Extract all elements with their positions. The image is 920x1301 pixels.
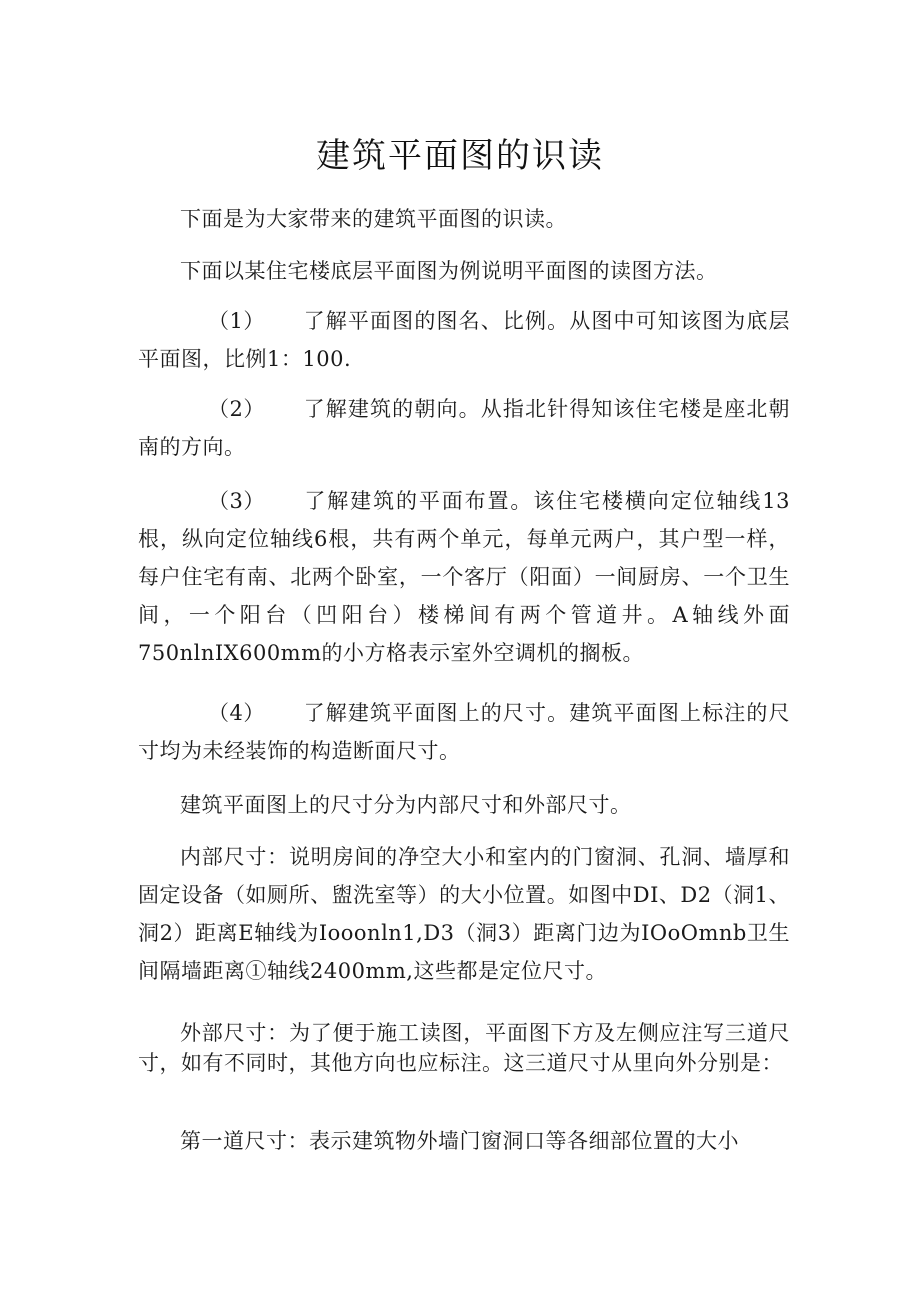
item-number: （4） [208, 701, 265, 725]
paragraph-dimensions: 建筑平面图上的尺寸分为内部尺寸和外部尺寸。 [180, 793, 632, 817]
item-text: 了解平面图的图名、比例。从图中可知该图为底层平面图，比例1：100. [138, 309, 790, 371]
paragraph-item-2 [138, 390, 790, 466]
item-number: （3） [208, 489, 265, 513]
item-number: （2） [208, 397, 265, 421]
item-text: 了解建筑平面图上的尺寸。建筑平面图上标注的尺寸均为未经装饰的构造断面尺寸。 [138, 701, 790, 763]
paragraph-internal-dimensions: 内部尺寸：说明房间的净空大小和室内的门窗洞、孔洞、墙厚和固定设备（如厕所、盥洗室等）的大小位置。如图中DI、D2（洞1、洞2）距离E轴线为Iooonln1,D3（洞3）距离门边为IOoOmnb卫生间隔墙距离①轴线2400mm,这些都是定位尺寸。 [138, 845, 790, 983]
document-title: 建筑平面图的识读 [316, 136, 604, 176]
paragraph-first-dimension: 第一道尺寸：表示建筑物外墙门窗洞口等各细部位置的大小 [180, 1129, 739, 1153]
paragraph-intro: 下面是为大家带来的建筑平面图的识读。 [180, 207, 567, 231]
item-text: 了解建筑的朝向。从指北针得知该住宅楼是座北朝南的方向。 [138, 397, 790, 459]
paragraph-item-4 [138, 694, 790, 770]
item-text: 了解建筑的平面布置。该住宅楼横向定位轴线13根，纵向定位轴线6根，共有两个单元，每单元两户，其户型一样，每户住宅有南、北两个卧室，一个客厅（阳面）一间厨房、一个卫生间，一个阳台（凹阳台）楼梯间有两个管道井。A轴线外面750nlnIX600mm的小方格表示室外空调机的搁板。 [138, 489, 790, 665]
paragraph-external-dimensions: 外部尺寸：为了便于施工读图，平面图下方及左侧应注写三道尺寸，如有不同时，其他方向也应标注。这三道尺寸从里向外分别是： [138, 1021, 790, 1075]
item-number: （1） [208, 309, 265, 333]
paragraph-item-3 [138, 482, 790, 672]
paragraph-method: 下面以某住宅楼底层平面图为例说明平面图的读图方法。 [180, 259, 718, 283]
paragraph-item-1 [138, 302, 790, 378]
